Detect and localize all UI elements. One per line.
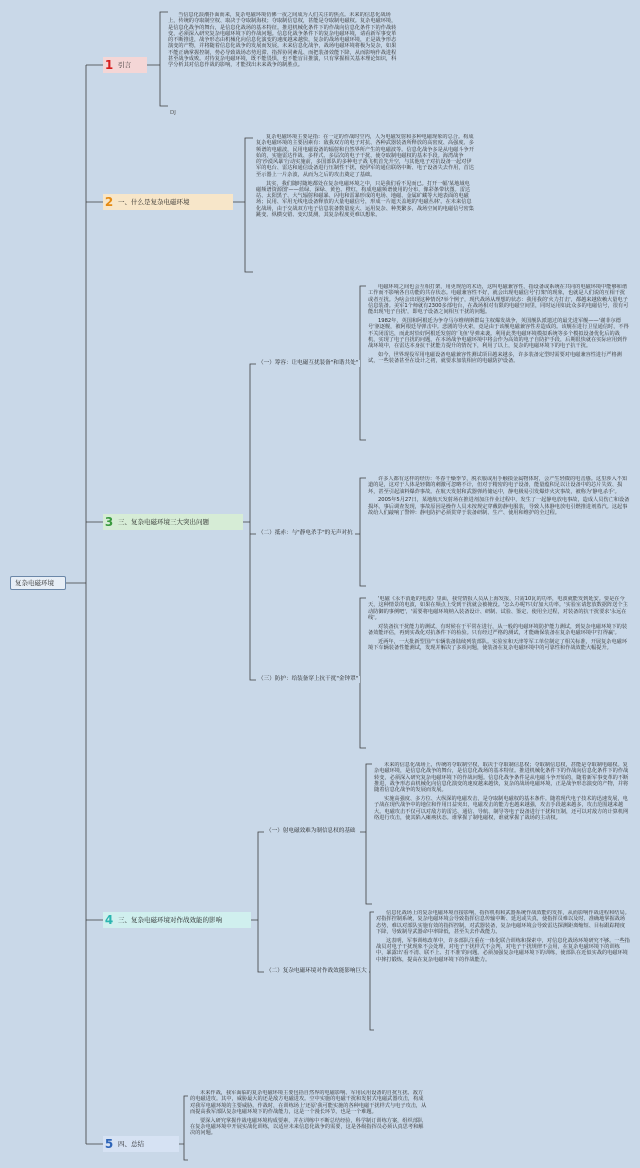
summary-paragraph-2: 要深入研究掌握作战电磁环境构成要素，并在训练中不断总结经验，科学制订训练方案，组织部队在复杂电磁环境中开展实战化训练，以适应未来信息化战争的需要，这是各级指挥员必须认真思考和解决的问题。	[190, 1117, 424, 1137]
branch-label-impact: 三、复杂电磁环境对作战效能的影响	[118, 916, 222, 924]
impact-1-paragraph-1: 未来的信息化战场上，传统的夺取制空权，取决于夺取制信息权；夺取制信息权，甚能是夺取制电磁权。复杂电磁环境，是信息化战争的舞台，是信息化战场的基本特征。推进机械化条件下的作战向信息化条件下的作战转变，必须深入研究复杂电磁环境下的作战问题。信息化战争条件是从电磁斗争开始的，随着新军事变革的不断推进，战争形态由机械化向信息化演变的速度越来越快，复杂的战场电磁环境，正是战争形态演变的产物，并将随着信息化战争的发展而发展。	[374, 762, 629, 794]
branch-problems[interactable]	[103, 514, 243, 530]
impact-item-2[interactable]: （二）复杂电磁环境对作战效能影响巨大	[266, 968, 367, 974]
link-i1	[360, 764, 372, 904]
problem-2-text	[368, 476, 630, 590]
problem-3-paragraph-2: 对装备抗干扰能力的测试，有时候在于平常在进行，从一般的电磁环境防护能力测试，到复杂电磁环境下的装备效能评估，再到实战化对抗条件下的检验。只有经过严格的测试，才能确保装备在复杂电磁环境中'打得赢'。	[368, 623, 628, 636]
branch-definition[interactable]	[103, 194, 233, 210]
branch-number-2: 2	[104, 195, 114, 209]
problem-3-paragraph-3: 近两年，一大批新型国产车辆装备陆续列装部队。实验室和天津等军工单位制定了相关标准，开展复杂电磁环境下车辆装备性能测试，发现并解决了多项问题，使装备在复杂电磁环境中的可靠性和作战效能大幅提升。	[368, 638, 628, 652]
summary-text	[190, 1090, 428, 1164]
link-problems	[243, 364, 256, 680]
branch-number-4: 4	[104, 913, 114, 927]
definition-text	[256, 134, 474, 278]
branch-label-problems: 三、复杂电磁环境三大突出问题	[118, 518, 209, 526]
impact-2-paragraph-2: 这表明，军事训练改革中，许多部队注重在一体化联合训练和探索中，对信息化战场环境研究不够。一些指战员对电子干扰现象不会处理，对电子干扰样式不会判、对电子干扰规律不会用，在复杂电磁环境下的训练中，暴露出'看不清、联不上、打不准'的问题。必须加强复杂电磁环境下的训练，使部队在近似实战的电磁环境中摔打锻炼，提高在复杂电磁环境下的作战能力。	[376, 937, 630, 963]
link-i2	[368, 912, 374, 1030]
root-node[interactable]	[10, 576, 66, 590]
branch-label-definition: 一、什么是复杂电磁环境	[118, 198, 190, 206]
branch-label-intro: 引言	[118, 61, 131, 69]
problem-2-paragraph-2: 2005年5月27日，某地航天发射场在推进剂加注作业过程中，发生了一起静电放电事故，造成人员伤亡和设备损坏。事后调查发现，事故原因是操作人员未按规定穿戴防静电服装，导致人体静电放电引燃推进剂蒸汽。这起事故给人们敲响了警钟：静电防护必须贯穿于装备研制、生产、使用和维护的全过程。	[368, 497, 630, 516]
problem-item-1[interactable]: （一）筹容：让电磁互扰装备"和谐共处"	[258, 360, 359, 366]
problem-1-text	[368, 284, 630, 444]
problem-item-2[interactable]: （二）抵赤：与"静电杀手"的无声对抗	[258, 530, 353, 536]
definition-paragraph-1: 复杂电磁环境主要是指：在一定的作战时空内，人为电磁发射和多种电磁现象的总合。构成复杂电磁环境的主要因素有：敌我双方的电子对抗、各种武器装备所释放的高密度、高强度、多频谱的电磁波，民用电磁设备的辐射和自然界所产生的电磁波等。信息化战争多是从电磁斗争开始的，实施雷达作战、多样式、多层次的电子干扰、使夺取制电磁权的基本手段。海湾战争的'沙漠风暴'行动实施前，多国部队的多种电子战飞机首先升空，与其他电子对抗设备一起对伊军的电台、雷达和通信设备进行压制性干扰，使伊军的通信联络中断、电子设备失去作用，首达至示器上一片杂波，从而为之后的攻击奠定了基础。	[256, 134, 474, 178]
branch-impact[interactable]	[103, 912, 251, 928]
impact-1-text	[374, 762, 630, 908]
problem-3-paragraph-1: '电磁《永不消逝的电波》里面，我党情报人员从上海发报，只需10瓦的功率，电波就能发到延安。要是在今天，这种情景的电波，如果在频点上受到干扰就会被掩没。'怎么办呢?只好加大功率。'实验室请您放数据阵送个主动防御的事例吧'，'需要将电磁环境纳入装备设计、研制、试验、鉴定、使用全过程，对装备的抗干扰要求'永远在线'。	[368, 596, 628, 621]
branch-label-summary: 四、总结	[118, 1140, 144, 1148]
root-label: 复杂电磁环境	[15, 579, 54, 587]
link-summary	[179, 1096, 188, 1160]
problem-1-paragraph-1: 电磁环境之间也会互相打架，用更规范的术语，这叫电磁兼容性，指设备或系统在共同的电磁环境中能够和谐工作而不影响各自功能的共存状态。电磁兼容性不好，就会出现电磁信号'打架'的现象，也就是人们说的互相干扰或者互扰。为啥会出现这种情况?举个例子，现代战场从理想的状态：我用我的'火力打击'，都越来越依赖大量电子信息装备。美军1个师就有2300多部电台，在战场相对有限的电磁空间里，同时运用如此众多的电磁信号，很有可能出现'电子自扰'，即电子设备之间相互干扰的问题。	[368, 284, 629, 316]
branch-summary[interactable]	[103, 1136, 179, 1152]
link-impact	[251, 832, 264, 972]
intro-text	[168, 12, 400, 108]
problem-item-3[interactable]: （三）防护：给装备穿上抗干扰"金钟罩"	[258, 676, 359, 682]
problem-3-text	[368, 596, 630, 752]
branch-number-3: 3	[104, 515, 114, 529]
branch-number-1: 1	[104, 58, 114, 72]
impact-2-paragraph-1: 信息化战场上的复杂电磁环境直接影响，指挥机构和武器系统作战效能的发挥，从而影响作战进程和结局。对指挥控制系统，复杂电磁环境会导致指挥信息传输中断、延迟或失真，使指挥员难以及时、准确地掌握战场态势，难以对部队实施有效的指挥控制。对武器装备，复杂电磁环境会导致雷达探测距离缩短、目标跟踪精度下降，导致制导武器命中率降低，甚至失去作战能力。	[376, 910, 630, 935]
impact-2-text	[376, 910, 630, 1034]
link-intro	[147, 12, 168, 106]
link-definition	[233, 138, 253, 272]
link-p3	[356, 598, 366, 748]
intro-stray-mark: DJ	[170, 110, 176, 116]
problem-2-paragraph-1: 许多人都有这样的经历：冬春干燥季节，脱衣服或用手触摸金属物体时，会产生轻微的电击感。这里涉入不知道的是，这对于人体是轻微的刺激可忽略不计，但对于精密的电子设备，能量蕴积足以让设备中的芯片失效、损坏，甚至引起油料爆炸事故。在航天发射和武器弹药储运中，静电极易引发爆炸火灾事故，被称为'静电杀手'。	[368, 476, 628, 495]
problem-1-paragraph-2: 1982年，英国和阿根廷为争夺马尔维纳斯群岛主权爆发战争，英国舰队派遣过的最先进军舰——'谢菲尔德号'驱逐舰，被阿根廷导弹击中。悲剧的导火索，竟是由于该舰电磁兼容性差造成的。该舰在进行卫星通信时，不得不关闭雷达，而此时恰好阿根廷发射的'飞鱼'导弹来袭。利用此类电磁环境模拟系统等多个模拟设备优化后的战机，实现了电子自扰的问题，在本场战争电磁环境中将会作为高效的电子自防护手段，后期很快就在实际应用到作战环境中，在雷达本身抗干扰能力提升的情况下，利用了以上，复杂的电磁环境下的电子抗干扰。	[368, 317, 629, 350]
summary-paragraph-1: 未来作战，我军面临的复杂电磁环境主要包括自然界的电磁影响、军用民用设备的自扰互扰、敌方的电磁进攻。其中，威胁最大的还是敌方电磁进攻。空中实施的电磁干扰和发射式电磁武器攻击，构成对我军电磁环境的主要威胁。作战时，在训练场上'还原'我可能实施的各种电磁干扰样式与电子攻击，从而提高我军部队复杂电磁环境下的作战能力，这是一个漫长环节，也是一个难题。	[190, 1090, 427, 1115]
impact-item-1[interactable]: （一）射电磁效难为制信息权的基础	[266, 828, 356, 834]
impact-1-paragraph-2: 实施高强度、多方位、大纵深的电磁攻击，是夺取制电磁权的基本条件。随着现代电子技术的迅速发展，电子战在现代战争中的地位和作用日益突出，电磁攻击的能力也越来越强，攻击手段越来越多，攻击范围越来越大。电磁攻击不仅可以对敌方的雷达、通信、导航、制导等电子设备进行干扰和压制，还可以对敌方的计算机网络进行攻击，使其陷入瘫痪状态。谁掌握了制电磁权，谁就掌握了战场的主动权。	[374, 795, 629, 821]
branch-number-5: 5	[104, 1137, 114, 1151]
intro-paragraph: 当信息化浪潮扑面而来，复杂电磁环境仿佛一夜之间成为人们关注的焦点。未来的信息化战场上，传统的夺取制空权、取决于夺取制海权；夺取制信息权，甚能是夺取制电磁权。复杂电磁环境，是信息化战争的舞台，是信息化战场的基本特征。推进机械化条件下的作战向信息化条件下的作战转变，必须深入研究复杂电磁环境下的作战问题。信息化战争条件下的复杂电磁环境，请看新军事变革的不断推进，战争形态由机械化向信息化演变的速度越来越快，复杂的战场电磁环境，正是战争形态演变的产物，并将随着信息化战争的发展而发展。未来信息化战争，战场电磁环境将极为复杂，如果不能正确掌握控制，势必导致战场态势迟滞、指挥协同紊乱、而把装备效能下降，从而影响作战进程甚至战争成败。对待复杂电磁环境，既不能畏惧，也不能盲目推演，只有掌握相关基本理论知识，科学分析其对信息作战的影响，才能找出未来战争的制胜点。	[168, 12, 397, 69]
branch-intro[interactable]	[103, 57, 147, 73]
problem-1-paragraph-3: 如今，世界现役军用电磁设备电磁兼容性测试项目越来越多，许多装备定型时需要对电磁兼容性进行严格测试，一些装备甚至在设计之初，就要求加装相应的电磁防护设备。	[368, 351, 622, 365]
definition-paragraph-2: 其实，我们随时随地都处在复杂电磁环境之中，只是我们看不见而已。打开一幅'某地域电磁频谱资源图'——蓝绿、深绿、黄色、橙红，构成电磁频谱使用的分布，像彩条带状图。雷达站、太阳黑子、大气辐射和磁暴、闪电和雷暴形成的电场、地磁、金属矿藏等大地表面的电磁场；民用、军用无线电设备释放的大量电磁信号，形成一片遮天盖地的'电磁丛林'。在未来信息化战场，由于交战双方电子信息装备数量庞大、运用复杂、种类繁多，战场空间的电磁信号密集跳变、纵横交错、变幻莫测，其复杂程度更难以想象。	[256, 180, 474, 219]
